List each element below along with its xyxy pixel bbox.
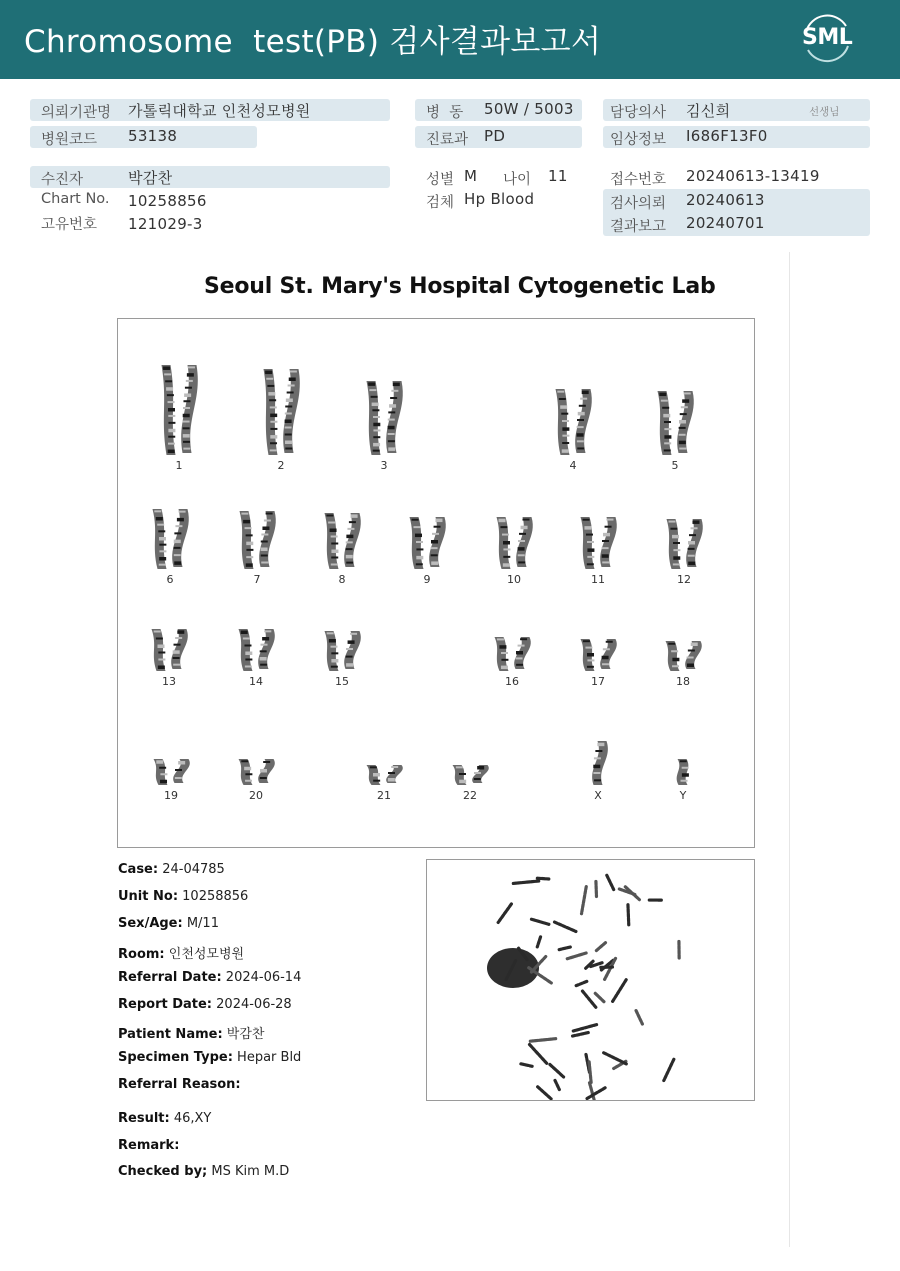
chromosome-pair-14 [239,629,275,671]
metaphase-chromosome [596,881,597,896]
doctor-suffix: 선생님 [809,106,840,118]
report-field-value: M/11 [182,916,219,931]
metaphase-chromosome [538,1087,551,1099]
report-field-value: 24-04785 [158,862,225,877]
chromosome-label-14: 14 [249,675,263,688]
chromosome-label-19: 19 [164,789,178,802]
doctor-value: 김신희 [686,102,731,120]
clinical-info-label: 임상정보 [610,132,667,148]
age-label: 나이 [503,172,532,188]
chromosome-label-Y: Y [679,789,687,802]
metaphase-chromosome [537,937,540,947]
report-field-row [118,889,248,904]
specimen-label: 검체 [426,195,455,211]
doctor-label: 담당의사 [610,105,667,121]
chromosome-label-4: 4 [569,459,577,472]
department-value: PD [484,127,506,145]
report-field-row [118,970,301,985]
chromosome-label-5: 5 [671,459,679,472]
report-field-label: Room: [118,947,165,962]
result-report-value: 20240701 [686,214,765,232]
metaphase-chromosome [512,881,539,884]
report-field-row [118,1077,241,1092]
report-field-label: Result: [118,1111,170,1126]
report-field-label: Specimen Type: [118,1050,233,1065]
report-title: Chromosome test(PB) 검사결과보고서 [24,24,602,60]
chromosome-label-X: X [594,789,602,802]
result-report-label: 결과보고 [610,219,667,235]
report-field-value: Hepar Bld [232,1050,302,1065]
unique-no-value: 121029-3 [128,215,203,233]
test-request-label: 검사의뢰 [610,196,667,212]
chromosome-label-18: 18 [676,675,690,688]
examinee-value: 박감찬 [128,169,173,187]
report-field-label: Case: [118,862,159,877]
report-field-row [118,1023,264,1042]
chromosome-pair-22 [453,765,489,785]
sex-value: M [464,167,478,185]
ward-value: 50W / 5003 [484,100,574,118]
chromosome-pair-10 [497,517,533,569]
metaphase-chromosome [587,1088,605,1099]
report-field-label: Patient Name: [118,1027,223,1042]
metaphase-chromosome [555,1080,559,1089]
institution-value: 가톨릭대학교 인천성모병원 [128,102,311,120]
metaphase-chromosome [550,1065,564,1077]
chromosome-label-11: 11 [591,573,605,586]
metaphase-chromosome [612,980,626,1002]
report-field-value: 인천성모병원 [164,947,245,962]
report-header [0,0,900,79]
report-field-row [118,943,244,962]
chromosome-label-1: 1 [175,459,183,472]
chromosome-label-6: 6 [166,573,174,586]
karyogram-panel [117,318,755,848]
metaphase-chromosome [607,875,614,889]
report-field-label: Unit No: [118,889,179,904]
chromosome-label-16: 16 [505,675,519,688]
report-field-value: MS Kim M.D [207,1164,290,1179]
chromosome-label-20: 20 [249,789,263,802]
chromosome-pair-5 [658,391,694,455]
report-field-value: 박감찬 [222,1027,265,1042]
chromosome-pair-21 [367,765,403,785]
metaphase-chromosome [531,919,548,924]
age-value: 11 [548,167,568,185]
sml-logo-text: SML [802,25,853,50]
metaphase-chromosome [628,905,629,925]
chromosome-pair-1 [162,365,198,455]
report-field-value: 2024-06-14 [221,970,302,985]
chromosome-pair-11 [581,517,617,569]
metaphase-chromosome [573,1033,589,1036]
clinical-info-value: I686F13F0 [686,127,768,145]
chromosome-pair-8 [325,513,361,569]
metaphase-chromosome [595,993,604,1001]
chromosome-label-15: 15 [335,675,349,688]
examinee-bar [30,166,390,188]
chromosome-pair-Y [677,759,689,785]
chromosome-label-3: 3 [380,459,388,472]
report-field-label: Sex/Age: [118,916,183,931]
metaphase-chromosome [498,904,511,922]
department-label: 진료과 [426,132,469,148]
chromosome-label-17: 17 [591,675,605,688]
metaphase-chromosome [573,1025,596,1031]
report-field-row [118,1138,179,1153]
metaphase-chromosome [559,947,570,950]
report-field-label: Referral Date: [118,970,222,985]
chromosome-pair-3 [367,381,403,455]
report-field-value: 46,XY [169,1111,212,1126]
specimen-value: Hp Blood [464,190,535,208]
report-field-label: Referral Reason: [118,1077,241,1092]
chart-no-value: 10258856 [128,192,207,210]
metaphase-chromosome [576,981,587,985]
chromosome-pair-16 [495,637,531,671]
metaphase-chromosome [664,1059,674,1080]
chromosome-pair-20 [239,759,275,785]
chromosome-label-2: 2 [277,459,285,472]
chromosome-pair-6 [153,509,189,569]
metaphase-chromosome [555,922,576,931]
metaphase-chromosome [530,1039,555,1042]
chromosome-label-22: 22 [463,789,477,802]
karyogram-chromosomes [118,319,754,847]
test-request-value: 20240613 [686,191,765,209]
report-field-value: 10258856 [178,889,249,904]
metaphase-image-panel [426,859,755,1101]
report-field-row [118,1050,301,1065]
report-field-row [118,997,292,1012]
metaphase-spread-image [427,860,754,1100]
chromosome-label-13: 13 [162,675,176,688]
hospital-code-label: 병원코드 [41,132,98,148]
ward-label: 병 동 [426,105,464,121]
hospital-code-value: 53138 [128,127,178,145]
report-field-row [118,862,225,877]
metaphase-chromosome [521,1064,532,1066]
chromosome-label-21: 21 [377,789,391,802]
report-field-label: Checked by; [118,1164,208,1179]
chromosome-pair-4 [556,389,592,455]
chromosome-pair-12 [667,519,703,569]
sex-label: 성별 [426,172,455,188]
receipt-no-label: 접수번호 [610,172,667,188]
chromosome-label-8: 8 [338,573,346,586]
report-field-label: Remark: [118,1138,180,1153]
metaphase-chromosome [596,943,606,951]
page-divider [789,252,790,1247]
chromosome-pair-9 [410,517,446,569]
examinee-label: 수진자 [41,172,84,188]
receipt-no-value: 20240613-13419 [686,167,820,185]
metaphase-chromosome [567,953,586,959]
chromosome-pair-19 [154,759,190,785]
chart-no-label: Chart No. [41,191,110,207]
chromosome-pair-17 [581,639,617,671]
chromosome-label-7: 7 [253,573,261,586]
metaphase-chromosome [530,1045,548,1064]
lab-title: Seoul St. Mary's Hospital Cytogenetic Lab [204,274,716,299]
institution-label: 의뢰기관명 [41,105,112,121]
report-field-label: Report Date: [118,997,213,1012]
chromosome-pair-13 [152,629,188,671]
chromosome-pair-7 [240,511,276,569]
report-field-row [118,1111,211,1126]
chromosome-pair-X [592,741,608,785]
chromosome-label-12: 12 [677,573,691,586]
metaphase-chromosome [589,1062,591,1082]
chromosome-pair-15 [325,631,361,671]
chromosome-pair-2 [264,369,300,455]
metaphase-chromosome [636,1011,642,1024]
unique-no-label: 고유번호 [41,217,98,233]
chromosome-pair-18 [666,641,702,671]
metaphase-chromosome [604,1053,627,1064]
chromosome-label-10: 10 [507,573,521,586]
chromosome-label-9: 9 [423,573,431,586]
metaphase-chromosome [582,887,587,914]
report-field-value: 2024-06-28 [212,997,292,1012]
report-field-row [118,916,219,931]
metaphase-chromosome [537,878,548,879]
report-field-row [118,1164,289,1179]
